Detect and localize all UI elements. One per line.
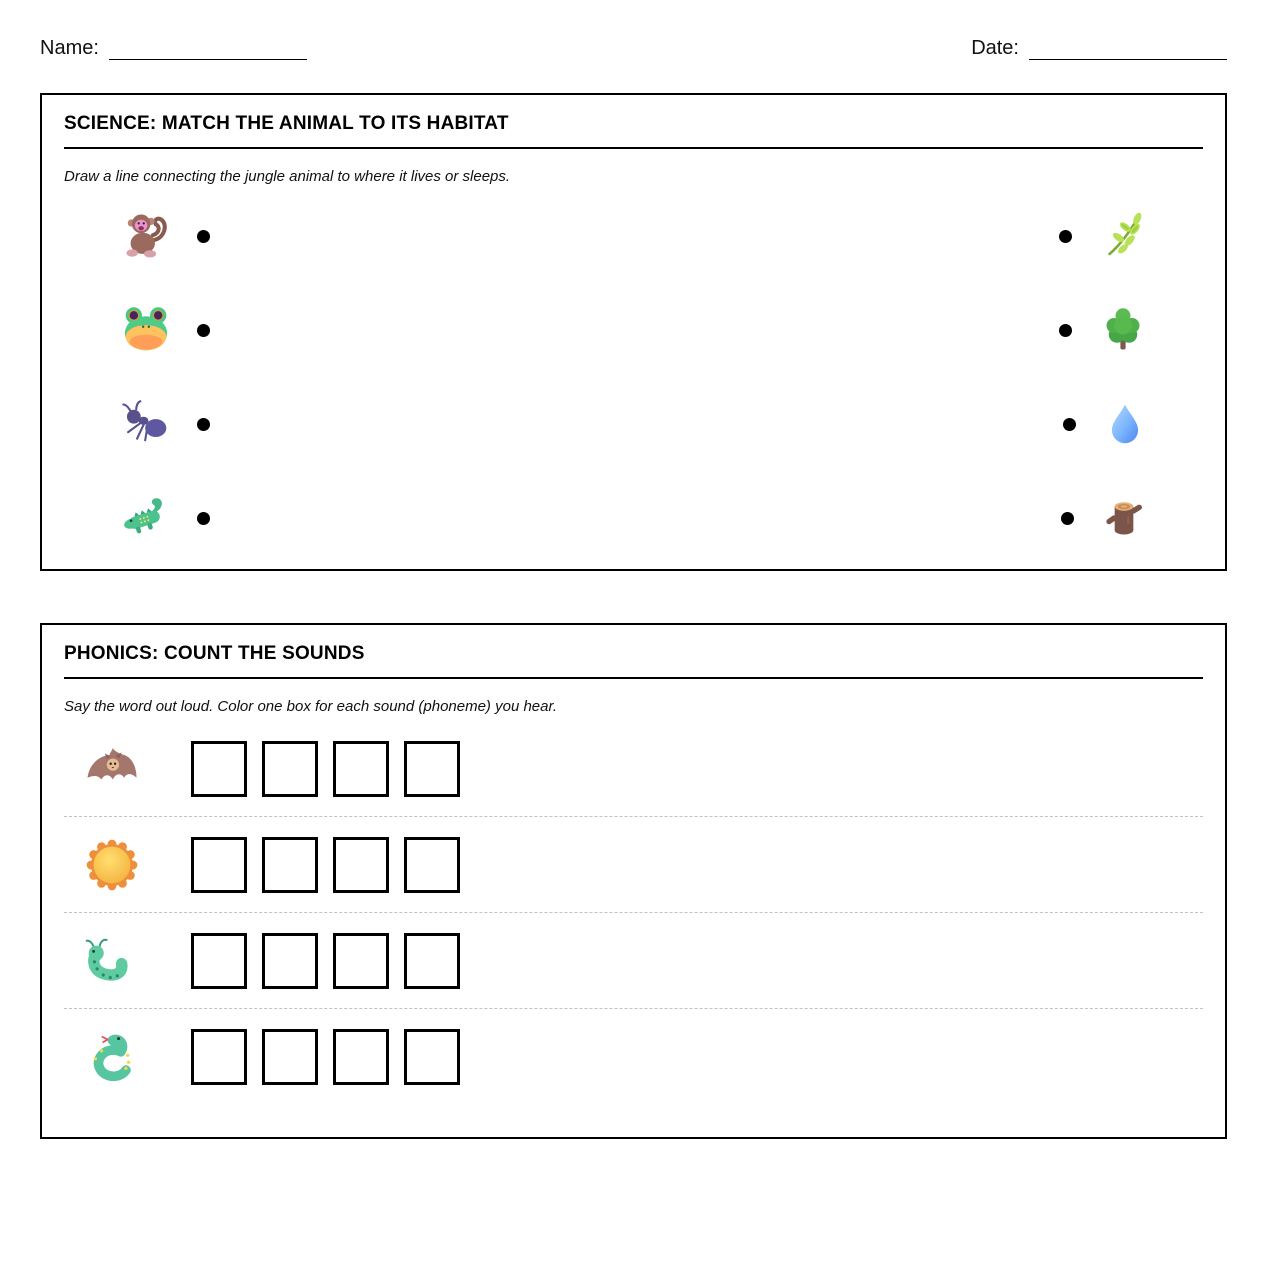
water-droplet-icon xyxy=(1103,402,1147,446)
match-row-frog xyxy=(64,283,1203,377)
caterpillar-icon xyxy=(84,933,140,989)
science-section-title: SCIENCE: MATCH THE ANIMAL TO ITS HABITAT xyxy=(64,113,1203,149)
sound-rows xyxy=(64,721,1203,1105)
match-right-tree xyxy=(1059,306,1203,354)
phoneme-box-strip-snake xyxy=(191,1029,475,1085)
phoneme-box[interactable] xyxy=(191,1029,247,1085)
phonics-section-instructions: Say the word out loud. Color one box for each sound (phoneme) you hear. xyxy=(64,698,558,715)
connection-dot-ant[interactable] xyxy=(197,418,210,431)
sound-row-snake xyxy=(64,1009,1203,1105)
phoneme-box[interactable] xyxy=(262,933,318,989)
crocodile-icon xyxy=(120,492,172,544)
match-left-monkey xyxy=(64,210,210,262)
connection-dot-monkey[interactable] xyxy=(197,230,210,243)
phoneme-box[interactable] xyxy=(262,1029,318,1085)
phoneme-box[interactable] xyxy=(333,741,389,797)
connection-dot-crocodile[interactable] xyxy=(197,512,210,525)
phonics-section-title: PHONICS: COUNT THE SOUNDS xyxy=(64,643,1203,679)
match-right-wood-log xyxy=(1061,495,1203,541)
phoneme-box[interactable] xyxy=(191,837,247,893)
monkey-icon xyxy=(120,210,172,262)
ant-icon xyxy=(120,398,172,450)
phonics-section xyxy=(40,623,1227,1139)
phoneme-box-strip-sun xyxy=(191,837,475,893)
phoneme-box[interactable] xyxy=(404,1029,460,1085)
date-field-group xyxy=(971,36,1227,60)
snake-icon xyxy=(84,1029,140,1085)
connection-dot-leafy-branch[interactable] xyxy=(1059,230,1072,243)
phoneme-box[interactable] xyxy=(262,837,318,893)
phoneme-box[interactable] xyxy=(404,933,460,989)
sound-row-sun xyxy=(64,817,1203,913)
match-left-ant xyxy=(64,398,210,450)
phoneme-box[interactable] xyxy=(404,837,460,893)
phoneme-box[interactable] xyxy=(262,741,318,797)
connection-dot-frog[interactable] xyxy=(197,324,210,337)
science-section-instructions: Draw a line connecting the jungle animal to where it lives or sleeps. xyxy=(64,168,511,185)
leafy-branch-icon xyxy=(1099,212,1147,260)
phoneme-box[interactable] xyxy=(333,837,389,893)
phoneme-box-strip-bat xyxy=(191,741,475,797)
worksheet-header xyxy=(40,36,1227,60)
sound-row-bat xyxy=(64,721,1203,817)
phoneme-box[interactable] xyxy=(191,933,247,989)
date-label: Date: xyxy=(971,37,1019,59)
match-row-ant xyxy=(64,377,1203,471)
match-left-frog xyxy=(64,304,210,356)
sound-row-caterpillar xyxy=(64,913,1203,1009)
phoneme-box[interactable] xyxy=(333,933,389,989)
bat-icon xyxy=(84,741,140,797)
name-label: Name: xyxy=(40,37,99,59)
match-row-crocodile xyxy=(64,471,1203,565)
science-section xyxy=(40,93,1227,571)
sun-icon xyxy=(84,837,140,893)
frog-icon xyxy=(120,304,172,356)
wood-log-icon xyxy=(1101,495,1147,541)
phoneme-box[interactable] xyxy=(191,741,247,797)
name-field-group xyxy=(40,36,307,60)
match-right-water-droplet xyxy=(1063,402,1203,446)
tree-icon xyxy=(1099,306,1147,354)
match-left-crocodile xyxy=(64,492,210,544)
connection-dot-tree[interactable] xyxy=(1059,324,1072,337)
phoneme-box[interactable] xyxy=(404,741,460,797)
connection-dot-wood-log[interactable] xyxy=(1061,512,1074,525)
match-row-monkey xyxy=(64,189,1203,283)
match-area xyxy=(64,189,1203,565)
date-write-line[interactable] xyxy=(1029,38,1227,60)
connection-dot-water-droplet[interactable] xyxy=(1063,418,1076,431)
name-write-line[interactable] xyxy=(109,38,307,60)
phoneme-box-strip-caterpillar xyxy=(191,933,475,989)
match-right-leafy-branch xyxy=(1059,212,1203,260)
phoneme-box[interactable] xyxy=(333,1029,389,1085)
